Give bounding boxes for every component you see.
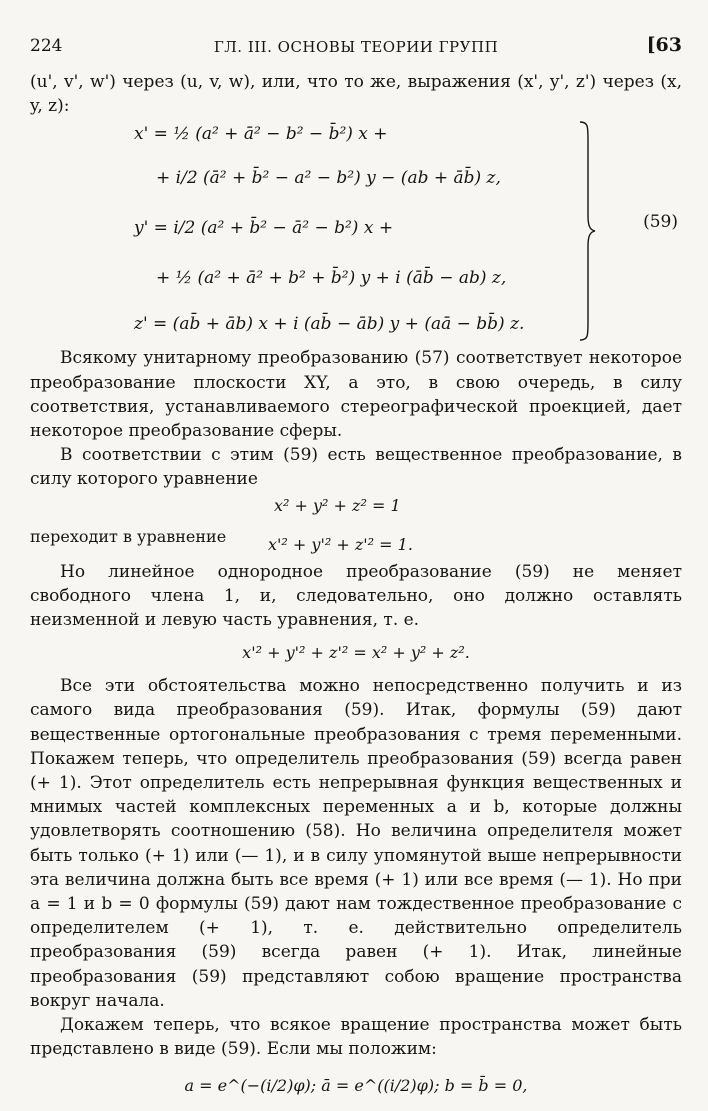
paragraph: Докажем теперь, что всякое вращение пространства может быть представлено в виде (59). Если мы положим: <box>30 1015 682 1060</box>
equation-line: + ½ (a² + ā² + b² + b̄²) y + i (āb̄ − ab) z, <box>156 268 507 289</box>
equation-final: a = e^(−(i/2)φ); ā = e^((i/2)φ); b = b̄ = 0, <box>184 1076 528 1096</box>
equation-system-59 <box>30 118 682 346</box>
running-title: ГЛ. III. ОСНОВЫ ТЕОРИИ ГРУПП <box>213 38 499 56</box>
paragraph: В соответствии с этим (59) есть вещественное преобразование, в силу которого уравнение <box>30 445 682 490</box>
page-number: 224 <box>30 36 63 56</box>
equation-number: (59) <box>643 212 678 233</box>
equation-invariant: x'² + y'² + z'² = x² + y² + z². <box>242 643 470 663</box>
equation-sphere-prime: переходит в уравнение x'² + y'² + z'² = 1. <box>30 520 682 554</box>
paragraph: Но линейное однородное преобразование (59) не меняет свободного члена 1, и, следовательно, оно должно оставлять неизменной и левую часть уравнения, т. е. <box>30 561 682 631</box>
section-number: [63 <box>646 34 682 56</box>
equation-line: x' = ½ (a² + ā² − b² − b̄²) x + <box>134 124 388 145</box>
equation-line: y' = i/2 (a² + b̄² − ā² − b²) x + <box>134 218 394 239</box>
intro-text: (u', v', w') через (u, v, w), или, что то же, выражения (x', y', z') через (x, y, z): <box>30 72 682 117</box>
connective-text: переходит в уравнение <box>30 526 227 546</box>
equation-sphere: x² + y² + z² = 1 <box>274 495 401 515</box>
page <box>30 36 682 1111</box>
paragraph: Все эти обстоятельства можно непосредственно получить и из самого вида преобразования (59). Итак, формулы (59) дают вещественные ортогональные преобразования с тремя переменными. Покажем теперь, что определитель преобразования (59) всегда равен (+ 1). Этот определитель есть непрерывная функция вещественных и мнимых частей комплексных переменных a и b, которые должны удовлетворять соотношению (58). Но величина определителя может быть только (+ 1) или (— 1), и в силу упомянутой выше непрерывности эта величина должна быть все время (+ 1) или все время (— 1). Но при a = 1 и b = 0 формулы (59) дают нам тождественное преобразование с определителем (+ 1), т. е. действительно определитель преобразования (59) всегда равен (+ 1). Итак, линейные преобразования (59) представляют собою вращение пространства вокруг начала. <box>30 676 682 1011</box>
equation-line: + i/2 (ā² + b̄² − a² − b²) y − (ab + āb̄) z, <box>156 168 501 189</box>
right-brace-icon <box>578 120 596 342</box>
equation-line: z' = (ab̄ + āb) x + i (ab̄ − āb) y + (aā − bb̄) z. <box>134 314 525 335</box>
running-header <box>30 36 682 70</box>
paragraph: Всякому унитарному преобразованию (57) соответствует некоторое преобразование плоскости XY, а это, в свою очередь, в силу соответствия, устанавливаемого стереографической проекцией, дает некоторое преобразование сферы. <box>30 348 682 442</box>
